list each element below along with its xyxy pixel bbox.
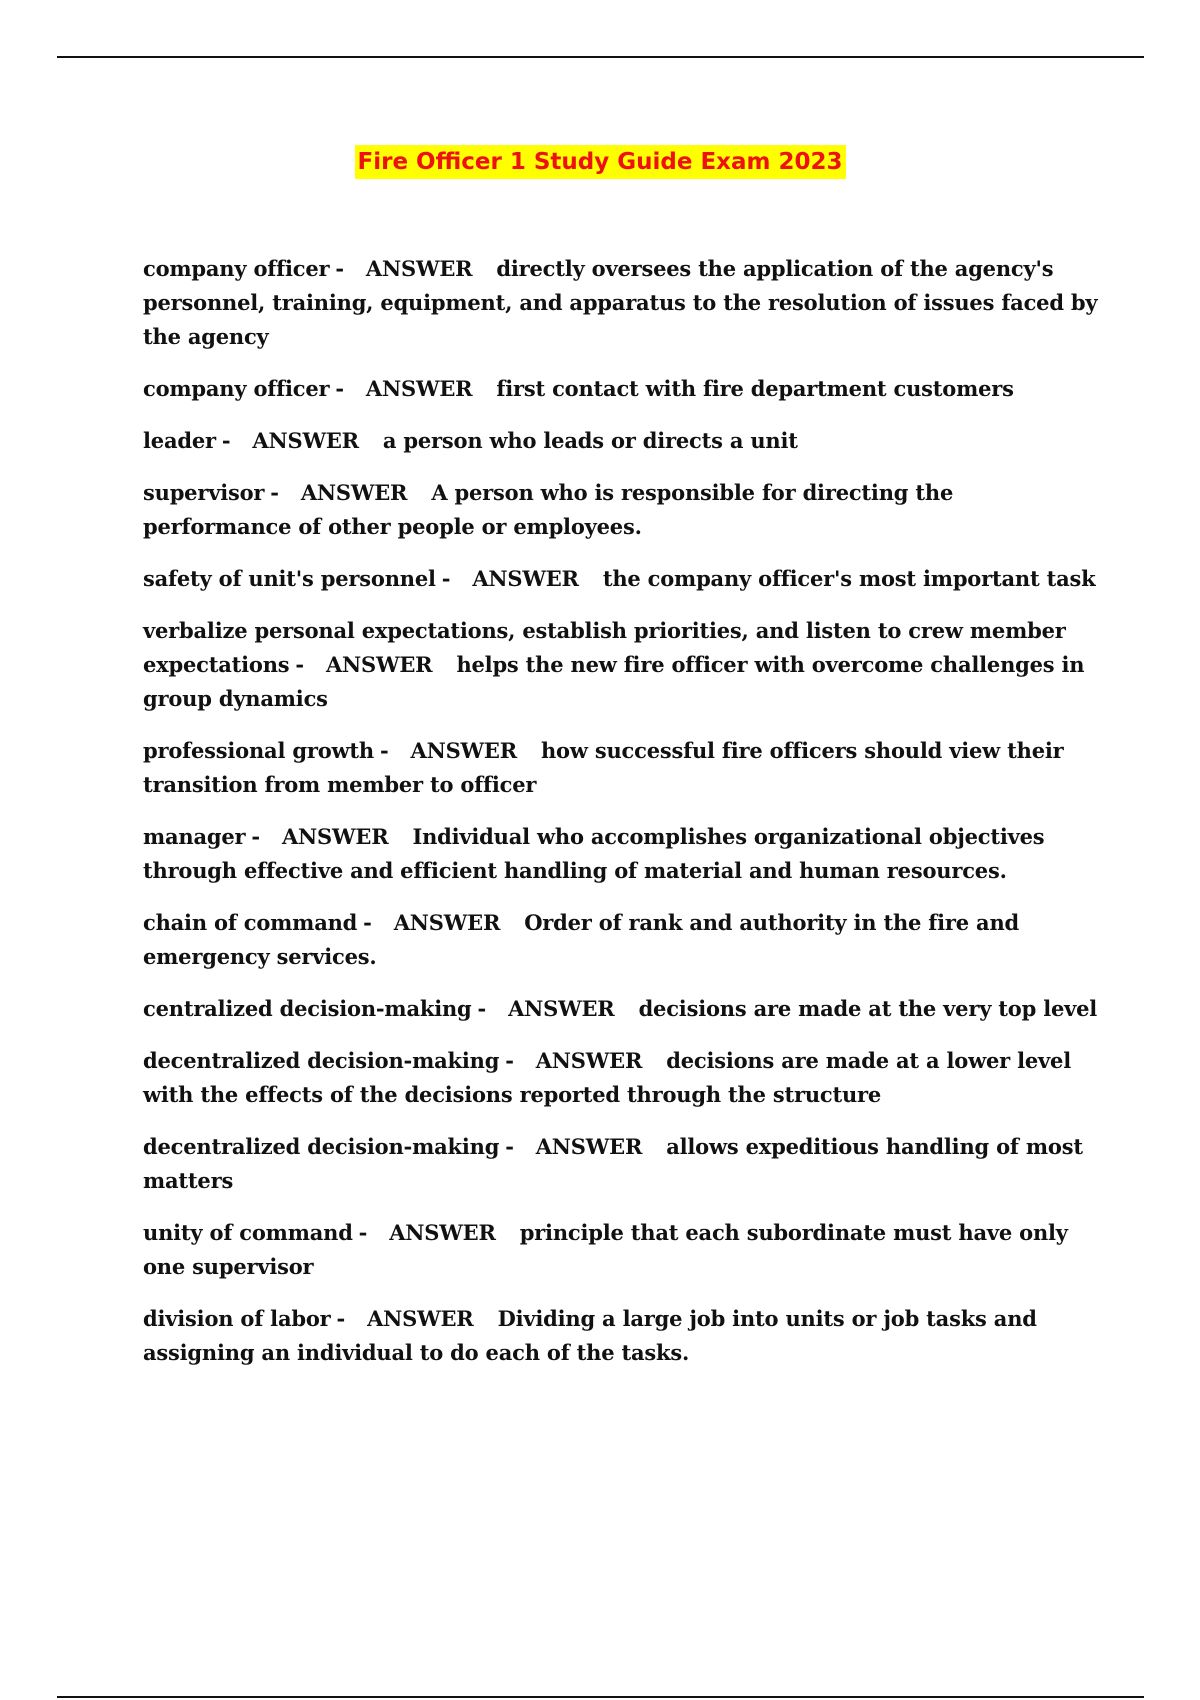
qa-definition: a person who leads or directs a unit (382, 428, 798, 453)
qa-definition: Order of rank and authority in the fire and emergency services. (143, 910, 1020, 969)
qa-item (143, 1302, 1103, 1370)
answer-label: ANSWER (389, 1220, 496, 1245)
answer-label: ANSWER (252, 428, 359, 453)
qa-term: verbalize personal expectations, establish priorities, and listen to crew member expectations (143, 618, 1066, 677)
qa-item (143, 906, 1103, 974)
bottom-rule (57, 1696, 1144, 1698)
qa-item (143, 476, 1103, 544)
qa-separator: - (505, 1048, 514, 1073)
qa-item (143, 372, 1103, 406)
qa-separator: - (477, 996, 487, 1021)
qa-separator: - (505, 1134, 514, 1159)
qa-term: unity of command (143, 1220, 353, 1245)
qa-separator: - (270, 480, 279, 505)
qa-definition: decisions are made at the very top level (638, 996, 1098, 1021)
qa-separator: - (363, 910, 372, 935)
answer-label: ANSWER (472, 566, 579, 591)
qa-item (143, 424, 1103, 458)
top-rule (57, 56, 1144, 58)
qa-separator: - (358, 1220, 368, 1245)
qa-definition: Individual who accomplishes organizational objectives through effective and efficient handling of material and human resources. (143, 824, 1045, 883)
qa-term: safety of unit's personnel (143, 566, 436, 591)
qa-definition: helps the new fire officer with overcome challenges in group dynamics (143, 652, 1085, 711)
qa-item (143, 252, 1103, 354)
answer-label: ANSWER (367, 1306, 474, 1331)
qa-definition: Dividing a large job into units or job tasks and assigning an individual to do each of the tasks. (143, 1306, 1037, 1365)
qa-item (143, 562, 1103, 596)
qa-term: decentralized decision-making (143, 1048, 500, 1073)
qa-term: company officer (143, 376, 330, 401)
title-container (0, 145, 1200, 179)
qa-term: leader (143, 428, 216, 453)
qa-definition: the company officer's most important task (602, 566, 1096, 591)
qa-item (143, 1044, 1103, 1112)
answer-label: ANSWER (281, 824, 389, 849)
answer-label: ANSWER (325, 652, 433, 677)
qa-item (143, 992, 1103, 1026)
qa-term: centralized decision-making (143, 996, 472, 1021)
qa-definition: allows expeditious handling of most matters (143, 1134, 1083, 1193)
qa-item (143, 734, 1103, 802)
qa-item (143, 614, 1103, 716)
qa-item (143, 1130, 1103, 1198)
qa-term: supervisor (143, 480, 265, 505)
qa-separator: - (336, 1306, 346, 1331)
qa-definition: A person who is responsible for directing the performance of other people or employees. (143, 480, 954, 539)
qa-separator: - (335, 376, 344, 401)
qa-definition: decisions are made at a lower level with the effects of the decisions reported through the structure (143, 1048, 1071, 1107)
qa-list (143, 252, 1103, 1388)
answer-label: ANSWER (365, 376, 473, 401)
qa-term: professional growth (143, 738, 374, 763)
qa-item (143, 820, 1103, 888)
qa-term: chain of command (143, 910, 358, 935)
qa-term: division of labor (143, 1306, 331, 1331)
answer-label: ANSWER (393, 910, 501, 935)
document-title: Fire Officer 1 Study Guide Exam 2023 (355, 145, 846, 179)
qa-definition: how successful fire officers should view their transition from member to officer (143, 738, 1064, 797)
qa-separator: - (221, 428, 231, 453)
qa-separator: - (335, 256, 344, 281)
answer-label: ANSWER (508, 996, 615, 1021)
qa-separator: - (251, 824, 260, 849)
qa-definition: principle that each subordinate must have only one supervisor (143, 1220, 1068, 1279)
qa-separator: - (441, 566, 451, 591)
answer-label: ANSWER (410, 738, 517, 763)
qa-separator: - (295, 652, 304, 677)
answer-label: ANSWER (535, 1048, 643, 1073)
qa-term: manager (143, 824, 246, 849)
answer-label: ANSWER (365, 256, 473, 281)
qa-definition: directly oversees the application of the agency's personnel, training, equipment, and apparatus to the resolution of issues faced by the agency (143, 256, 1098, 349)
qa-separator: - (379, 738, 389, 763)
answer-label: ANSWER (300, 480, 408, 505)
qa-definition: first contact with fire department customers (496, 376, 1014, 401)
qa-item (143, 1216, 1103, 1284)
answer-label: ANSWER (535, 1134, 643, 1159)
qa-term: company officer (143, 256, 330, 281)
qa-term: decentralized decision-making (143, 1134, 500, 1159)
